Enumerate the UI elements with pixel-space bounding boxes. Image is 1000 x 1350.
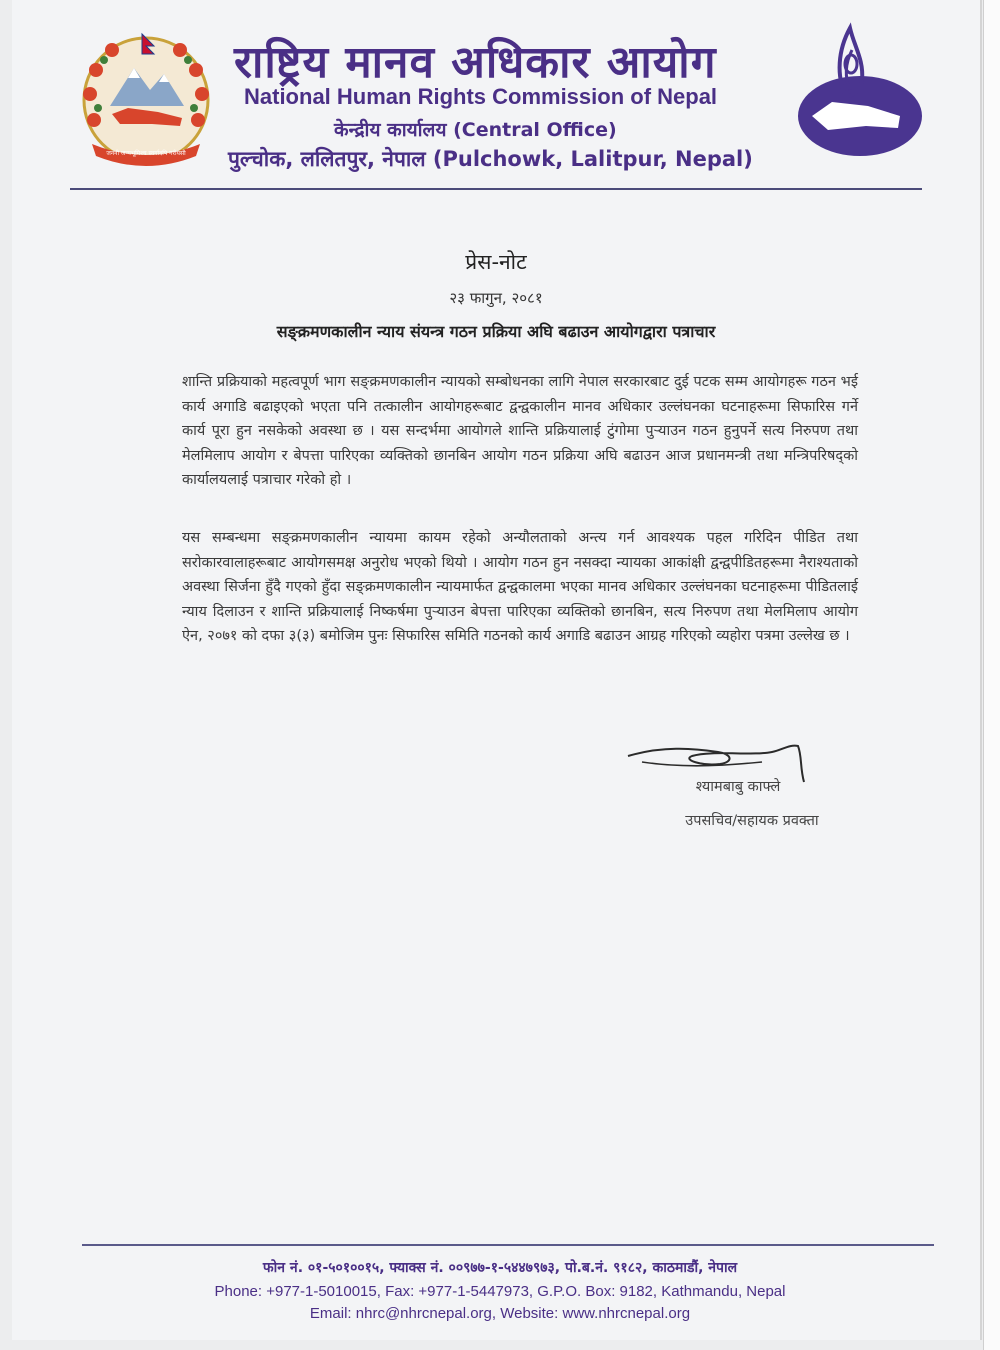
nepal-emblem-icon: [68, 28, 224, 168]
org-title-nepali: राष्ट्रिय मानव अधिकार आयोग: [234, 37, 717, 88]
letterhead-divider: [70, 188, 922, 190]
office-address: पुल्चोक, ललितपुर, नेपाल (Pulchowk, Lalitpur, Nepal): [228, 147, 753, 171]
signatory-title: उपसचिव/सहायक प्रवक्ता: [685, 813, 819, 829]
document-page: [12, 0, 980, 1340]
signatory-name: श्यामबाबु काफ्ले: [695, 779, 781, 795]
org-title-english: National Human Rights Commission of Nepal: [244, 84, 718, 109]
footer-divider: [82, 1244, 934, 1246]
letterhead: [12, 0, 980, 190]
document-date: २३ फागुन, २०८१: [449, 289, 543, 307]
page-edge: [983, 0, 1000, 1350]
footer-contact-nepali: फोन नं. ०१-५०१००१५, फ्याक्स नं. ००९७७-१-५४४७९७३, पो.ब.नं. ९१८२, काठमाडौं, नेपाल: [262, 1260, 738, 1276]
svg-text:जननी जन्मभूमिश्च स्वर्गादपि गर: जननी जन्मभूमिश्च स्वर्गादपि गरीयसी: [106, 150, 186, 157]
office-label: केन्द्रीय कार्यालय (Central Office): [334, 119, 617, 141]
footer-email-website: Email: nhrc@nhrcnepal.org, Website: www.nhrcnepal.org: [309, 1305, 691, 1322]
footer-contact-english: Phone: +977-1-5010015, Fax: +977-1-5447973, G.P.O. Box: 9182, Kathmandu, Nepal: [214, 1283, 786, 1300]
nhrc-logo-icon: [780, 20, 922, 156]
document-subject: सङ्क्रमणकालीन न्याय संयन्त्र गठन प्रक्रिया अघि बढाउन आयोगद्वारा पत्राचार: [276, 322, 716, 341]
body-paragraph-1: शान्ति प्रक्रियाको महत्वपूर्ण भाग सङ्क्रमणकालीन न्यायको सम्बोधनका लागि नेपाल सरकारबाट दुई पटक सम्म आयोगहरू गठन भई कार्य अगाडि बढाइएको भएता पनि तत्कालीन आयोगहरूबाट द्वन्द्वकालीन मानव अधिकार उल्लंघनका घटनाहरूमा सिफारिस गर्ने कार्य पूरा हुन नसकेको अवस्था छ । यस सन्दर्भमा आयोगले शान्ति प्रक्रियालाई टुंगोमा पुऱ्याउन गठन हुनुपर्ने सत्य निरुपण तथा मेलमिलाप आयोग र बेपत्ता पारिएका व्यक्तिको छानबिन आयोग गठन प्रक्रिया अघि बढाउन आज प्रधानमन्त्री तथा मन्त्रिपरिषद्को कार्यालयलाई पत्राचार गरेको हो ।: [182, 374, 858, 489]
body-paragraph-2: यस सम्बन्धमा सङ्क्रमणकालीन न्यायमा कायम रहेको अन्यौलताको अन्त्य गर्न आवश्यक पहल गरिदिन पीडित तथा सरोकारवालाहरूबाट आयोगसमक्ष अनुरोध भएको थियो । आयोग गठन हुन नसक्दा न्यायका आकांक्षी द्वन्द्वपीडितहरूमा नैराश्यताको अवस्था सिर्जना हुँदै गएको हुँदा सङ्क्रमणकालीन न्यायमार्फत द्वन्द्वकालमा भएका मानव अधिकार उल्लंघनका घटनाहरूमा पीडितलाई न्याय दिलाउन र शान्ति प्रक्रियालाई निष्कर्षमा पुऱ्याउन बेपत्ता पारिएका व्यक्तिको छानबिन, सत्य निरुपण तथा मेलमिलाप आयोग ऐन, २०७१ को दफा ३(३) बमोजिम पुनः सिफारिस समिति गठनको कार्य अगाडि बढाउन आग्रह गरिएको व्यहोरा पत्रमा उल्लेख छ ।: [182, 530, 858, 645]
document-heading: प्रेस-नोट: [465, 250, 527, 274]
